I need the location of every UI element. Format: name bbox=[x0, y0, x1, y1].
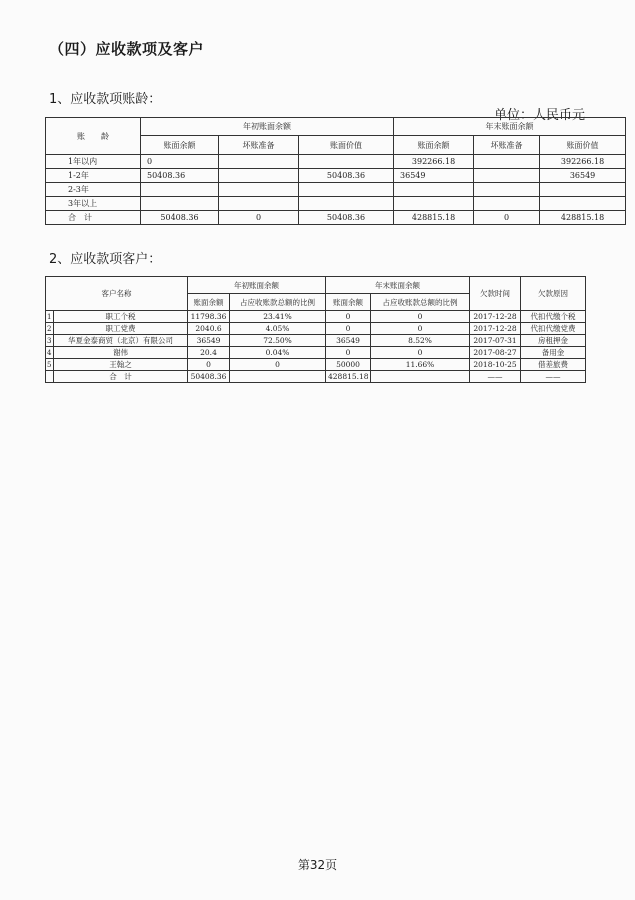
cell bbox=[219, 155, 299, 169]
cell bbox=[219, 197, 299, 211]
cell bbox=[141, 197, 219, 211]
table-row bbox=[46, 183, 626, 197]
total-label: 合 计 bbox=[54, 371, 188, 383]
row-label: 合 计 bbox=[46, 211, 141, 225]
row-index: 2 bbox=[46, 323, 54, 335]
table-row bbox=[46, 169, 626, 183]
cust-col-header: 账面余额 bbox=[326, 294, 371, 311]
cell-date: 2017-12-28 bbox=[470, 323, 521, 335]
cell-date: 2017-12-28 bbox=[470, 311, 521, 323]
cell: 36549 bbox=[394, 169, 474, 183]
cell bbox=[299, 197, 394, 211]
cell: 0 bbox=[188, 359, 230, 371]
cell: 11798.36 bbox=[188, 311, 230, 323]
table-row bbox=[46, 323, 586, 335]
cell: 50408.36 bbox=[188, 371, 230, 383]
aging-col-header: 账面余额 bbox=[394, 136, 474, 155]
cell: 428815.18 bbox=[326, 371, 371, 383]
cell: 0 bbox=[326, 347, 371, 359]
table-row bbox=[46, 347, 586, 359]
table-row bbox=[46, 335, 586, 347]
page-number: 第32页 bbox=[297, 858, 338, 872]
cell: 0 bbox=[141, 155, 219, 169]
cell bbox=[474, 169, 540, 183]
cust-header-reason: 欠款原因 bbox=[521, 277, 586, 311]
cell: 0 bbox=[371, 323, 470, 335]
cust-header-date: 欠款时间 bbox=[470, 277, 521, 311]
cell: 36549 bbox=[540, 169, 626, 183]
customer-name: 王翰之 bbox=[54, 359, 188, 371]
cell: 2040.6 bbox=[188, 323, 230, 335]
cell: 4.05% bbox=[230, 323, 326, 335]
cell-date: —— bbox=[470, 371, 521, 383]
cell-date: 2017-07-31 bbox=[470, 335, 521, 347]
cell: 50408.36 bbox=[299, 211, 394, 225]
aging-col-header: 坏账准备 bbox=[474, 136, 540, 155]
aging-col-header: 账面余额 bbox=[141, 136, 219, 155]
aging-header-col0: 账 龄 bbox=[46, 118, 141, 155]
cell-reason: 备用金 bbox=[521, 347, 586, 359]
cell: 0 bbox=[326, 311, 371, 323]
row-index: 4 bbox=[46, 347, 54, 359]
cell bbox=[141, 183, 219, 197]
cell: 50408.36 bbox=[141, 211, 219, 225]
cell bbox=[219, 169, 299, 183]
cell: 0 bbox=[326, 323, 371, 335]
customer-name: 华夏金泰商贸（北京）有限公司 bbox=[54, 335, 188, 347]
aging-title: 1、应收款项账龄： bbox=[49, 92, 162, 107]
customer-name: 职工个税 bbox=[54, 311, 188, 323]
cell: 50408.36 bbox=[299, 169, 394, 183]
cell: 36549 bbox=[188, 335, 230, 347]
cell: 36549 bbox=[326, 335, 371, 347]
table-row bbox=[46, 197, 626, 211]
cell: 0 bbox=[230, 359, 326, 371]
row-label: 1年以内 bbox=[46, 155, 141, 169]
cell: 0 bbox=[371, 347, 470, 359]
customers-table bbox=[45, 276, 586, 383]
cust-col-header: 占应收账款总额的比例 bbox=[371, 294, 470, 311]
cell bbox=[371, 371, 470, 383]
cell bbox=[474, 183, 540, 197]
row-index: 1 bbox=[46, 311, 54, 323]
cust-col-header: 账面余额 bbox=[188, 294, 230, 311]
cell: 50408.36 bbox=[141, 169, 219, 183]
cell: 0 bbox=[474, 211, 540, 225]
cell: 392266.18 bbox=[540, 155, 626, 169]
cell: 50000 bbox=[326, 359, 371, 371]
cell bbox=[394, 197, 474, 211]
aging-col-header: 账面价值 bbox=[299, 136, 394, 155]
cust-header-end: 年末账面余额 bbox=[326, 277, 470, 294]
cell bbox=[474, 197, 540, 211]
section-title: （四）应收款项及客户 bbox=[49, 40, 205, 58]
cell: 8.52% bbox=[371, 335, 470, 347]
cell bbox=[299, 155, 394, 169]
cust-header-begin: 年初账面余额 bbox=[188, 277, 326, 294]
row-index: 3 bbox=[46, 335, 54, 347]
cell: 428815.18 bbox=[540, 211, 626, 225]
cell-reason: —— bbox=[521, 371, 586, 383]
cell-reason: 代扣代缴党费 bbox=[521, 323, 586, 335]
cust-col-header: 占应收账款总额的比例 bbox=[230, 294, 326, 311]
cell-reason: 房租押金 bbox=[521, 335, 586, 347]
cust-header-name: 客户名称 bbox=[46, 277, 188, 311]
cell: 428815.18 bbox=[394, 211, 474, 225]
row-index: 5 bbox=[46, 359, 54, 371]
cell: 0 bbox=[371, 311, 470, 323]
table-row-total bbox=[46, 371, 586, 383]
cell bbox=[394, 183, 474, 197]
cell-date: 2018-10-25 bbox=[470, 359, 521, 371]
table-row bbox=[46, 359, 586, 371]
table-row-total bbox=[46, 211, 626, 225]
row-label: 2-3年 bbox=[46, 183, 141, 197]
cell: 11.66% bbox=[371, 359, 470, 371]
cell-reason: 代扣代缴个税 bbox=[521, 311, 586, 323]
customer-name: 谢伟 bbox=[54, 347, 188, 359]
cell bbox=[474, 155, 540, 169]
table-row bbox=[46, 155, 626, 169]
cell: 392266.18 bbox=[394, 155, 474, 169]
cell bbox=[540, 197, 626, 211]
cell: 20.4 bbox=[188, 347, 230, 359]
cell: 23.41% bbox=[230, 311, 326, 323]
aging-table bbox=[45, 117, 626, 225]
customer-name: 职工党费 bbox=[54, 323, 188, 335]
aging-col-header: 账面价值 bbox=[540, 136, 626, 155]
row-label: 3年以上 bbox=[46, 197, 141, 211]
cell: 0.04% bbox=[230, 347, 326, 359]
cell bbox=[540, 183, 626, 197]
row-label: 1-2年 bbox=[46, 169, 141, 183]
cell: 0 bbox=[219, 211, 299, 225]
customers-title: 2、应收款项客户： bbox=[49, 252, 162, 267]
cell-date: 2017-08-27 bbox=[470, 347, 521, 359]
aging-header-begin: 年初账面余额 bbox=[141, 118, 394, 136]
cell: 72.50% bbox=[230, 335, 326, 347]
aging-col-header: 坏账准备 bbox=[219, 136, 299, 155]
cell bbox=[230, 371, 326, 383]
table-row bbox=[46, 311, 586, 323]
aging-header-end: 年末账面余额 bbox=[394, 118, 626, 136]
row-index bbox=[46, 371, 54, 383]
cell bbox=[299, 183, 394, 197]
cell-reason: 借差旅费 bbox=[521, 359, 586, 371]
cell bbox=[219, 183, 299, 197]
unit-label: 单位：人民币元 bbox=[493, 108, 585, 123]
